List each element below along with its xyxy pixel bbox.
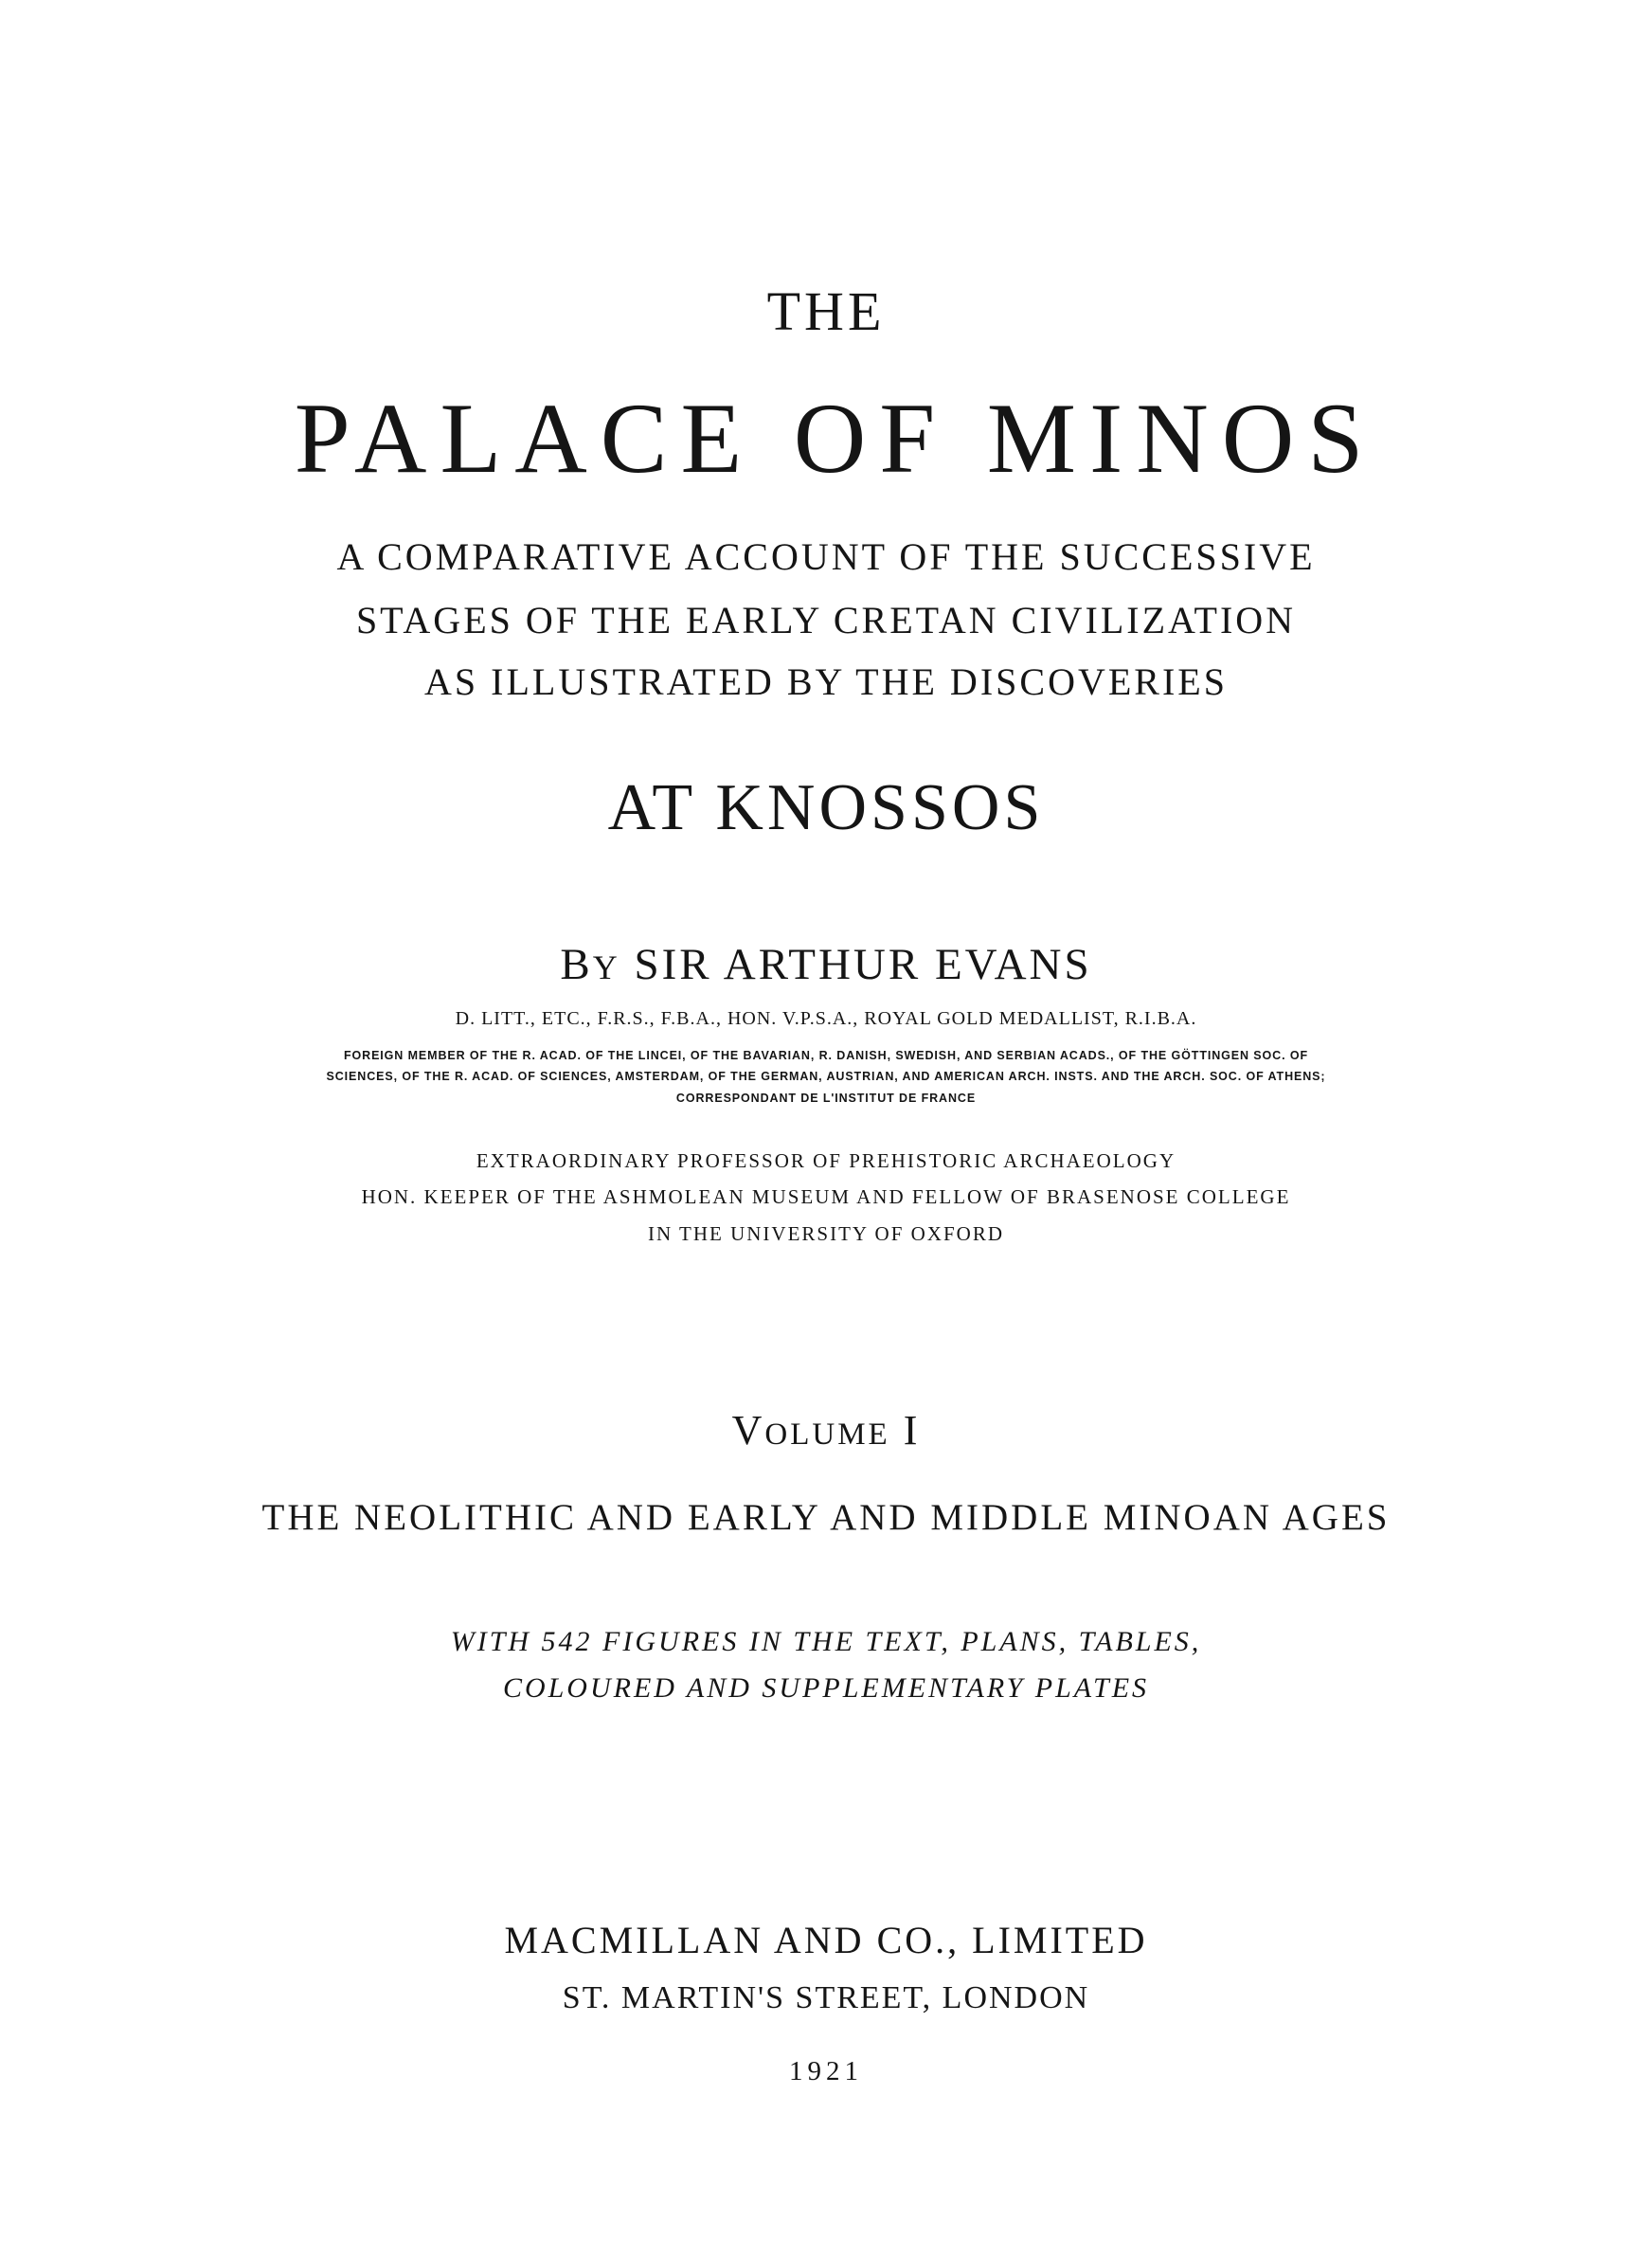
author-name: SIR ARTHUR EVANS xyxy=(634,940,1092,989)
subtitle-line-2: STAGES OF THE EARLY CRETAN CIVILIZATION xyxy=(355,599,1297,641)
subtitle-line-3: AS ILLUSTRATED BY THE DISCOVERIES xyxy=(424,660,1228,703)
author-degrees: D. LITT., ETC., F.R.S., F.B.A., HON. V.P.S.A., ROYAL GOLD MEDALLIST, R.I.B.A. xyxy=(455,1008,1197,1029)
volume-number: I xyxy=(903,1407,921,1454)
professorship-line-3: IN THE UNIVERSITY OF OXFORD xyxy=(647,1222,1004,1245)
illustrations-line-1: WITH 542 FIGURES IN THE TEXT, PLANS, TABLES, xyxy=(450,1626,1202,1657)
author-line xyxy=(0,940,1652,989)
professorship-line-1: EXTRAORDINARY PROFESSOR OF PREHISTORIC ARCHAEOLOGY xyxy=(476,1149,1176,1172)
publisher-address: ST. MARTIN'S STREET, LONDON xyxy=(562,1980,1090,2015)
subtitle-line-1: A COMPARATIVE ACCOUNT OF THE SUCCESSIVE xyxy=(336,535,1316,578)
by-rest: Y xyxy=(592,948,620,986)
publisher-name: MACMILLAN AND CO., LIMITED xyxy=(504,1919,1148,1961)
membership-line-2: SCIENCES, OF THE R. ACAD. OF SCIENCES, AMSTERDAM, OF THE GERMAN, AUSTRIAN, AND AMERICAN ARCH. INSTS. AND THE ARCH. SOC. OF ATHENS; xyxy=(326,1070,1326,1083)
volume-initial: V xyxy=(731,1407,765,1454)
place-title: AT KNOSSOS xyxy=(607,771,1045,844)
volume-title: THE NEOLITHIC AND EARLY AND MIDDLE MINOAN AGES xyxy=(261,1497,1391,1538)
illustrations-line-2: COLOURED AND SUPPLEMENTARY PLATES xyxy=(502,1672,1150,1704)
publication-year: 1921 xyxy=(789,2056,863,2086)
main-title: PALACE OF MINOS xyxy=(294,383,1377,494)
volume-label xyxy=(0,1407,1652,1454)
title-article: THE xyxy=(766,280,886,342)
professorship-line-2: HON. KEEPER OF THE ASHMOLEAN MUSEUM AND FELLOW OF BRASENOSE COLLEGE xyxy=(361,1185,1291,1208)
by-initial: B xyxy=(560,940,593,989)
membership-line-3: CORRESPONDANT DE L'INSTITUT DE FRANCE xyxy=(675,1092,977,1105)
volume-rest: OLUME xyxy=(764,1417,890,1452)
membership-line-1: FOREIGN MEMBER OF THE R. ACAD. OF THE LINCEI, OF THE BAVARIAN, R. DANISH, SWEDISH, AND SERBIAN ACADS., OF THE GÖTTINGEN SOC. OF xyxy=(343,1049,1309,1062)
